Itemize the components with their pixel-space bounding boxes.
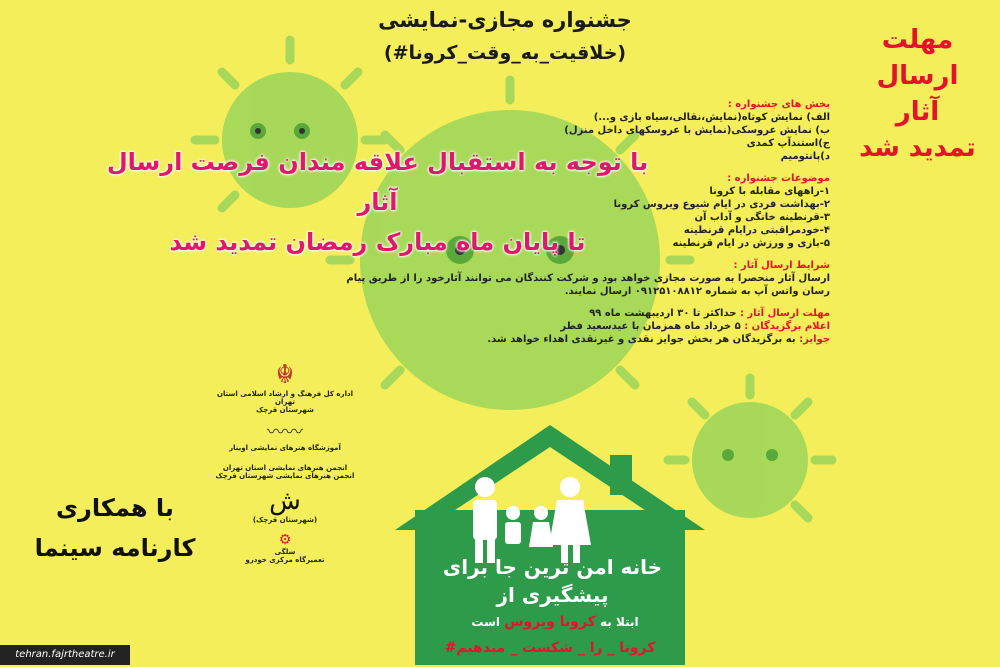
collaboration-line-1: با همکاری bbox=[56, 494, 174, 522]
prizes-info: جوایز: به برگزیدگان هر بخش جوایز نقدی و غیرنقدی اهداء خواهد شد. bbox=[487, 334, 830, 345]
deadline-line-4: تمدید شد bbox=[859, 133, 976, 163]
festival-hashtag-title: (#خلاقیت_به_وقت_کرونا) bbox=[383, 42, 627, 64]
topic-item: ۵-بازی و ورزش در ایام قرنطینه bbox=[672, 238, 830, 249]
topic-item: ۱-راههای مقابله با کرونا bbox=[709, 186, 830, 197]
logo-org2-caption: آموزشگاه هنرهای نمایشی اوینار bbox=[229, 444, 341, 452]
logo-org3-subcaption: انجمن هنرهای نمایشی شهرستان قرچک bbox=[215, 472, 355, 480]
logo-org4-caption: (شهرستان قرچک) bbox=[252, 516, 318, 524]
section-item: ج)استندآپ کمدی bbox=[746, 138, 830, 149]
deadline-line-2: ارسال bbox=[876, 61, 959, 91]
festival-title: جشنواره مجازی-نمایشی bbox=[378, 8, 632, 32]
house-text-line-2: پیشگیری از bbox=[496, 583, 609, 607]
sections-heading: بخش های جشنواره : bbox=[727, 99, 830, 110]
sponsor-logos bbox=[215, 360, 355, 564]
site-watermark: tehran.fajrtheatre.ir bbox=[0, 645, 130, 665]
wave-logo-icon: 〰〰 bbox=[267, 422, 303, 443]
logo-org5-caption: سلگی bbox=[274, 548, 296, 556]
deadline-line-3: آثار bbox=[895, 97, 940, 127]
conditions-heading: شرایط ارسال آثار : bbox=[733, 260, 830, 271]
announcement-line-1: با توجه به استقبال علاقه مندان فرصت ارسال آثار bbox=[106, 148, 649, 216]
section-item: د)پانتومیم bbox=[780, 151, 830, 162]
hashtag-slogan: #کرونا _ را _ شکست _ میدهیم bbox=[444, 640, 656, 656]
conditions-text-1: ارسال آثار منحصرا به صورت مجازی خواهد بود و شرکت کنندگان می توانند آثارخود را از طریق پیام bbox=[346, 273, 830, 284]
deadline-info: مهلت ارسال آثار : حداکثر تا ۳۰ اردیبهشت ماه ۹۹ bbox=[589, 308, 830, 319]
gear-logo-icon: ⚙ bbox=[278, 532, 292, 548]
house-text-line-1: خانه امن ترین جا برای bbox=[442, 555, 663, 579]
topic-item: ۳-قرنطینه خانگی و آداب آن bbox=[694, 212, 830, 223]
logo-org1-caption: اداره کل فرهنگ و ارشاد اسلامی استان تهران bbox=[217, 390, 353, 406]
house-text-line-3: ابتلا به کرونا ویروس است bbox=[471, 614, 639, 630]
cinema-logo-icon: ﺵ bbox=[269, 486, 301, 516]
section-item: الف) نمایش کوتاه(نمایش،نقالی،سیاه بازی و...) bbox=[593, 112, 830, 123]
logo-org1-subcaption: شهرستان قرچک bbox=[256, 406, 314, 414]
section-item: ب) نمایش عروسکی(نمایش با عروسکهای داخل منزل) bbox=[564, 125, 830, 136]
extension-announcement bbox=[95, 142, 660, 262]
announcement-line-2: تا پایان ماه مبارک رمضان تمدید شد bbox=[169, 228, 586, 256]
logo-org5-subcaption: تعمیرگاه مرکزی خودرو bbox=[245, 556, 325, 564]
deadline-line-1: مهلت bbox=[881, 25, 954, 55]
deadline-badge bbox=[850, 22, 985, 166]
collaboration-text bbox=[15, 488, 215, 568]
topic-item: ۲-بهداشت فردی در ایام شیوع ویروس کرونا bbox=[613, 199, 830, 210]
topics-heading: موضوعات جشنواره : bbox=[727, 173, 830, 184]
conditions-text-2: رسان واتس آپ به شماره ۰۹۱۲۵۱۰۸۸۱۲ ارسال نمایند. bbox=[564, 286, 830, 297]
topic-item: ۴-خودمراقبتی درایام قرنطینه bbox=[683, 225, 830, 236]
collaboration-line-2: کارنامه سینما bbox=[34, 534, 196, 562]
winners-info: اعلام برگزیدگان : ۵ خرداد ماه همزمان با عیدسعید فطر bbox=[560, 321, 830, 332]
logo-org3-caption: انجمن هنرهای نمایشی استان تهران bbox=[222, 464, 348, 472]
iran-emblem-icon: ☬ bbox=[275, 360, 295, 390]
